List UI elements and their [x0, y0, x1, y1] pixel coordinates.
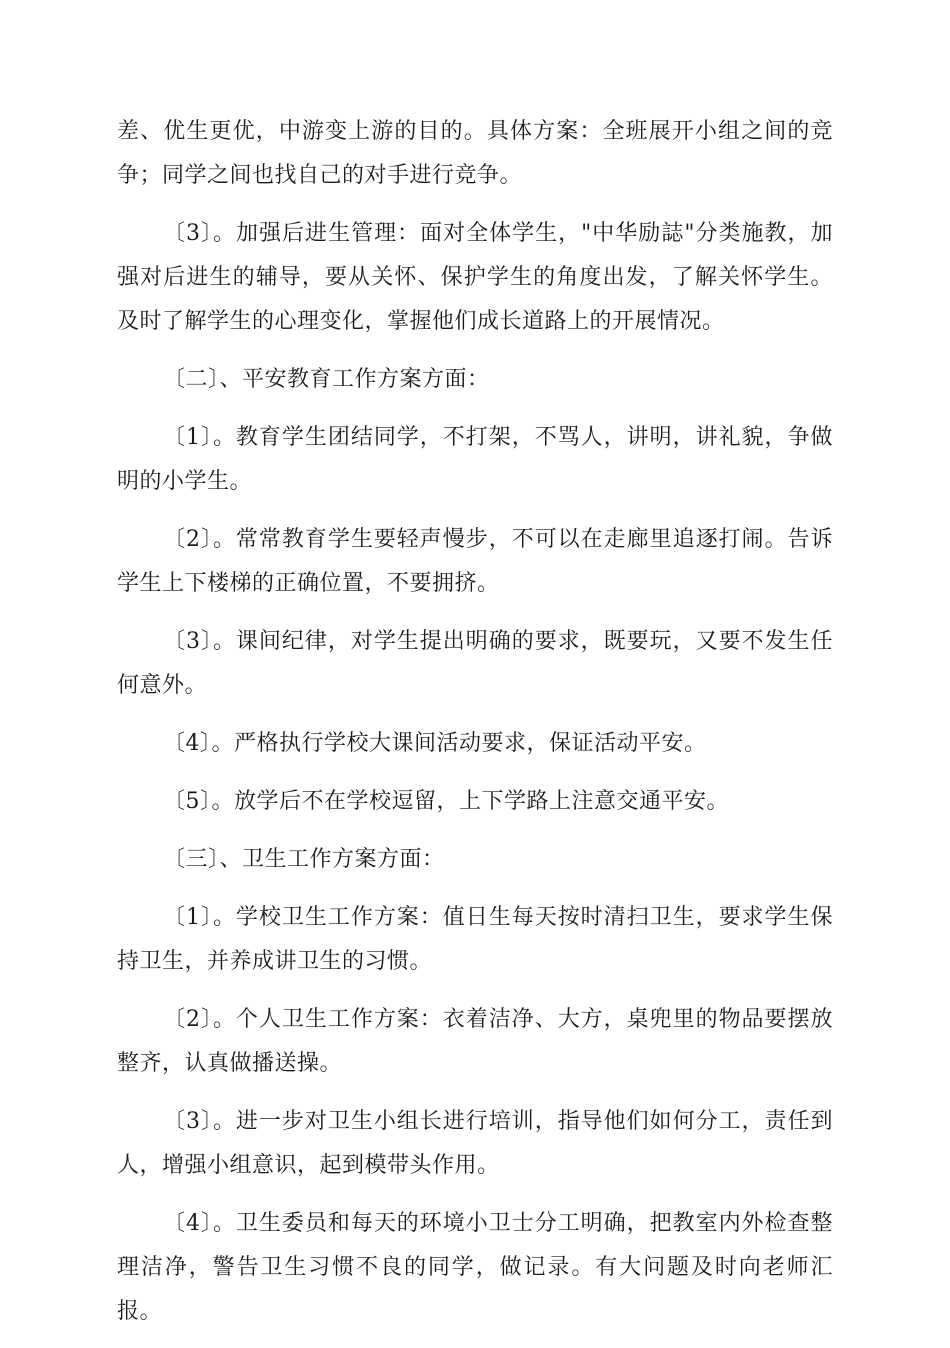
paragraph-safety-item-5: 〔5〕。放学后不在学校逗留，上下学路上注意交通平安。	[163, 789, 729, 814]
paragraph-hygiene-item-3: 〔3〕。进一步对卫生小组长进行培训，指导他们如何分工，责任到人，增强小组意识，起到模带头作用。	[117, 1109, 833, 1178]
paragraph-hygiene-item-2: 〔2〕。个人卫生工作方案：衣着洁净、大方，桌兜里的物品要摆放整齐，认真做播送操。	[117, 1007, 833, 1076]
paragraph-continuation: 差、优生更优，中游变上游的目的。具体方案：全班展开小组之间的竞争；同学之间也找自己的对手进行竞争。	[117, 119, 833, 188]
paragraph-hygiene-item-1: 〔1〕。学校卫生工作方案：值日生每天按时清扫卫生，要求学生保持卫生，并养成讲卫生的习惯。	[117, 905, 833, 974]
document-body	[117, 110, 833, 1348]
section-heading-safety: 〔二〕、平安教育工作方案方面：	[163, 367, 490, 392]
section-heading-hygiene: 〔三〕、卫生工作方案方面：	[163, 847, 445, 872]
paragraph-safety-item-4: 〔4〕。严格执行学校大课间活动要求，保证活动平安。	[163, 731, 707, 756]
paragraph-item-3-lagging-students: 〔3〕。加强后进生管理：面对全体学生，"中华励誌"分类施教，加强对后进生的辅导，要从关怀、保护学生的角度出发，了解关怀学生。及时了解学生的心理变化，掌握他们成长道路上的开展情况。	[117, 221, 833, 334]
paragraph-hygiene-item-4: 〔4〕。卫生委员和每天的环境小卫士分工明确，把教室内外检查整理洁净，警告卫生习惯不良的同学，做记录。有大问题及时向老师汇报。	[117, 1211, 833, 1324]
paragraph-safety-item-2: 〔2〕。常常教育学生要轻声慢步，不可以在走廊里追逐打闹。告诉学生上下楼梯的正确位置，不要拥挤。	[117, 527, 833, 596]
paragraph-safety-item-1: 〔1〕。教育学生团结同学，不打架，不骂人，讲明，讲礼貌，争做明的小学生。	[117, 425, 833, 494]
paragraph-safety-item-3: 〔3〕。课间纪律，对学生提出明确的要求，既要玩，又要不发生任何意外。	[117, 629, 833, 698]
